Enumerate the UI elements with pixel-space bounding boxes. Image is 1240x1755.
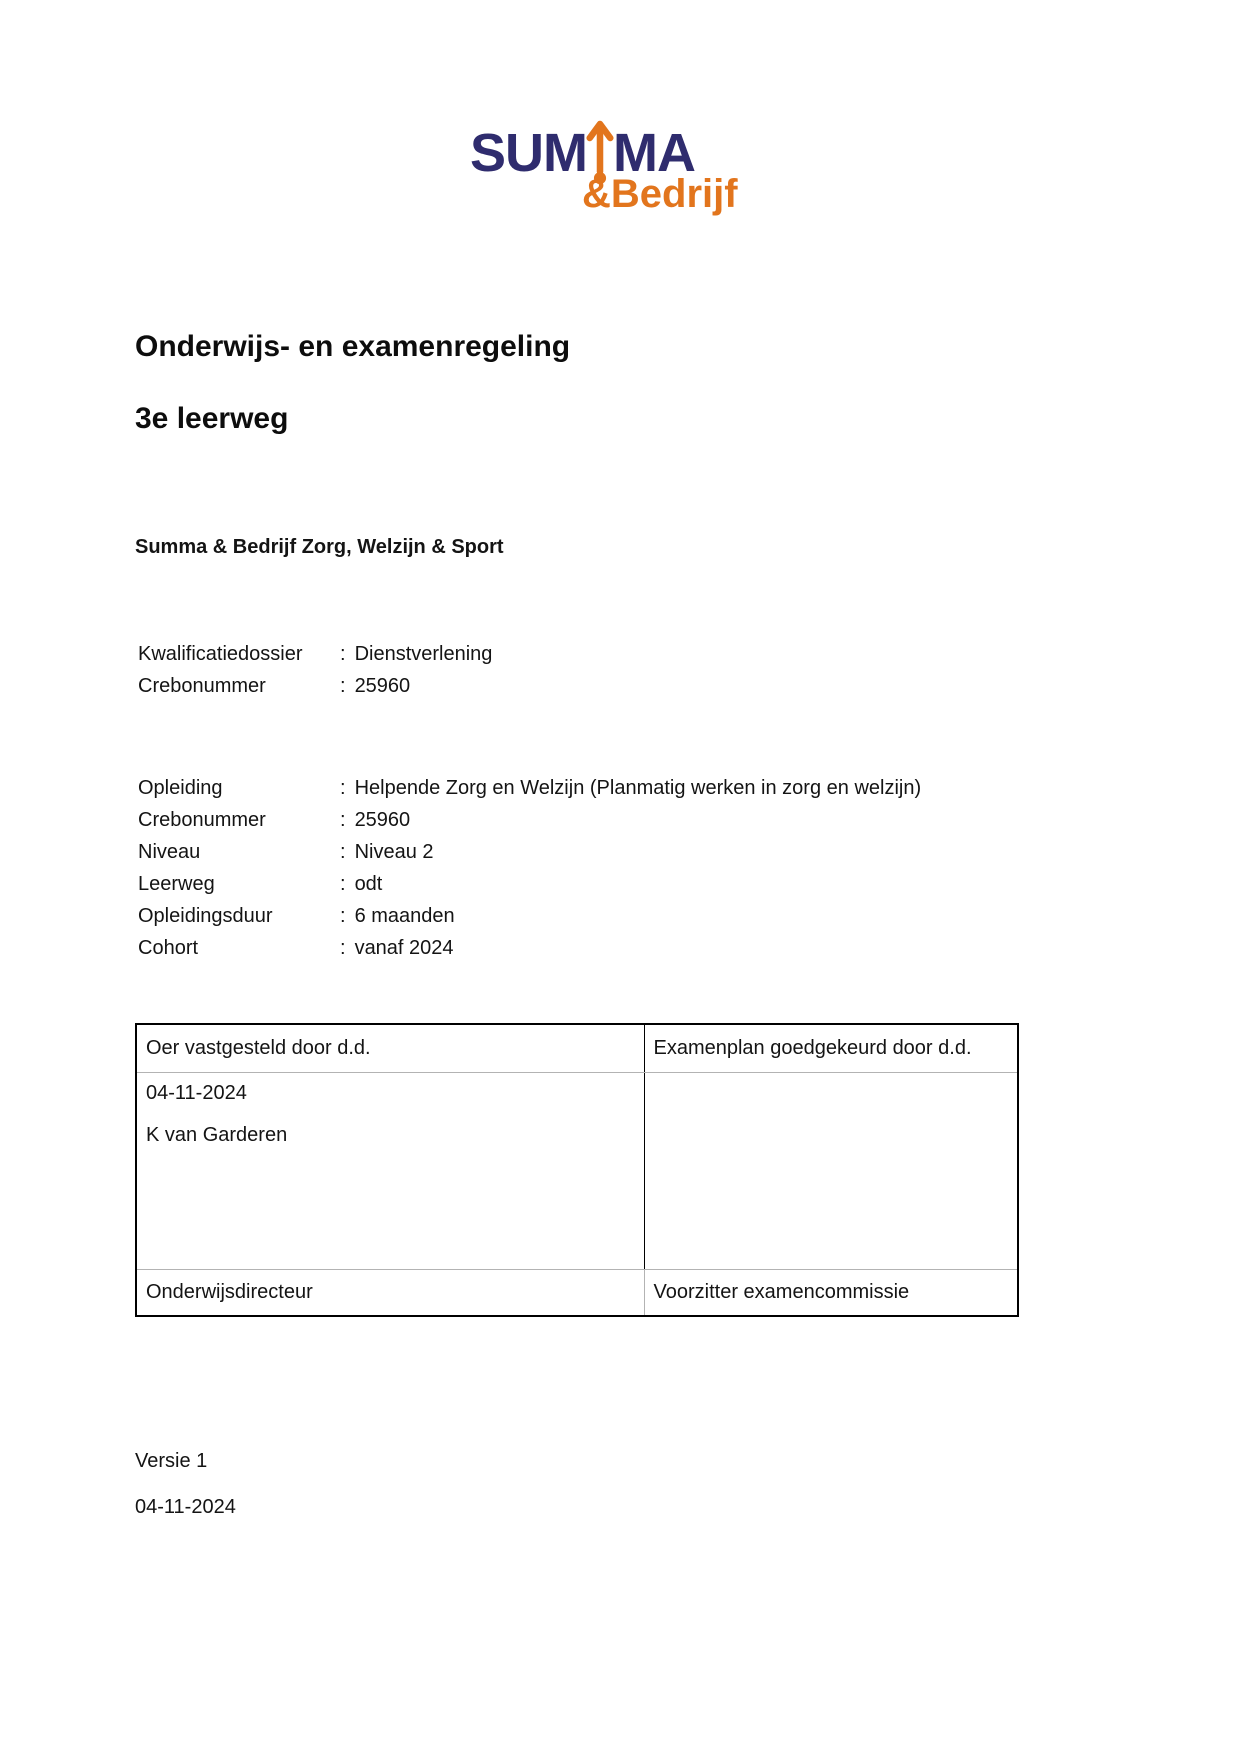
- logo-text-suffix: MA: [613, 123, 695, 183]
- version-label: Versie 1: [135, 1450, 208, 1472]
- field-value: Niveau 2: [354, 841, 434, 863]
- field-colon: :: [340, 841, 346, 863]
- table-cell-oer-details: [136, 1072, 644, 1269]
- organization-name: Summa & Bedrijf Zorg, Welzijn & Sport: [135, 536, 504, 558]
- page-title: Onderwijs- en examenregeling: [135, 330, 571, 363]
- field-colon: :: [340, 905, 346, 927]
- field-label: Opleiding: [138, 777, 223, 799]
- opleiding-fields: [138, 772, 921, 964]
- field-label: Kwalificatiedossier: [138, 643, 303, 665]
- field-colon: :: [340, 675, 346, 697]
- version-date: 04-11-2024: [135, 1496, 236, 1518]
- field-colon: :: [340, 777, 346, 799]
- page-title-leerweg: 3e leerweg: [135, 402, 289, 435]
- approval-table-header-row: [136, 1024, 1018, 1072]
- table-cell-examenplan-details: [644, 1072, 1018, 1269]
- approval-table: [135, 1023, 1019, 1317]
- field-colon: :: [340, 643, 346, 665]
- field-row-kwalificatiedossier: [138, 638, 492, 670]
- field-label: Crebonummer: [138, 675, 266, 697]
- oer-date: 04-11-2024: [146, 1081, 247, 1104]
- field-row-opleiding: [138, 772, 921, 804]
- field-label: Crebonummer: [138, 809, 266, 831]
- field-value: 25960: [354, 675, 411, 697]
- field-label: Leerweg: [138, 873, 215, 895]
- field-colon: :: [340, 937, 346, 959]
- field-colon: :: [340, 873, 346, 895]
- field-label: Opleidingsduur: [138, 905, 273, 927]
- field-row-crebonummer: [138, 670, 492, 702]
- field-label: Niveau: [138, 841, 201, 863]
- field-colon: :: [340, 809, 346, 831]
- field-row-crebonummer: [138, 804, 921, 836]
- field-row-cohort: [138, 932, 921, 964]
- field-value: 6 maanden: [354, 905, 455, 927]
- approval-table-body-row: [136, 1072, 1018, 1269]
- field-value: odt: [354, 873, 383, 895]
- logo-text-prefix: SUM: [470, 123, 587, 183]
- field-label: Cohort: [138, 937, 199, 959]
- field-row-leerweg: [138, 868, 921, 900]
- oer-signee: K van Garderen: [146, 1123, 288, 1146]
- field-value: Dienstverlening: [354, 643, 493, 665]
- field-row-niveau: [138, 836, 921, 868]
- table-footer-onderwijsdirecteur: Onderwijsdirecteur: [136, 1269, 644, 1316]
- summa-bedrijf-logo: [470, 122, 738, 216]
- field-value: Helpende Zorg en Welzijn (Planmatig werken in zorg en welzijn): [354, 777, 922, 799]
- approval-table-footer-row: [136, 1269, 1018, 1316]
- field-row-opleidingsduur: [138, 900, 921, 932]
- table-header-oer: Oer vastgesteld door d.d.: [136, 1024, 644, 1072]
- table-header-examenplan: Examenplan goedgekeurd door d.d.: [644, 1024, 1018, 1072]
- logo-subbrand: &Bedrijf: [582, 172, 738, 216]
- table-footer-voorzitter: Voorzitter examencommissie: [653, 1280, 910, 1303]
- dossier-fields: [138, 638, 492, 702]
- field-value: vanaf 2024: [354, 937, 454, 959]
- field-value: 25960: [354, 809, 411, 831]
